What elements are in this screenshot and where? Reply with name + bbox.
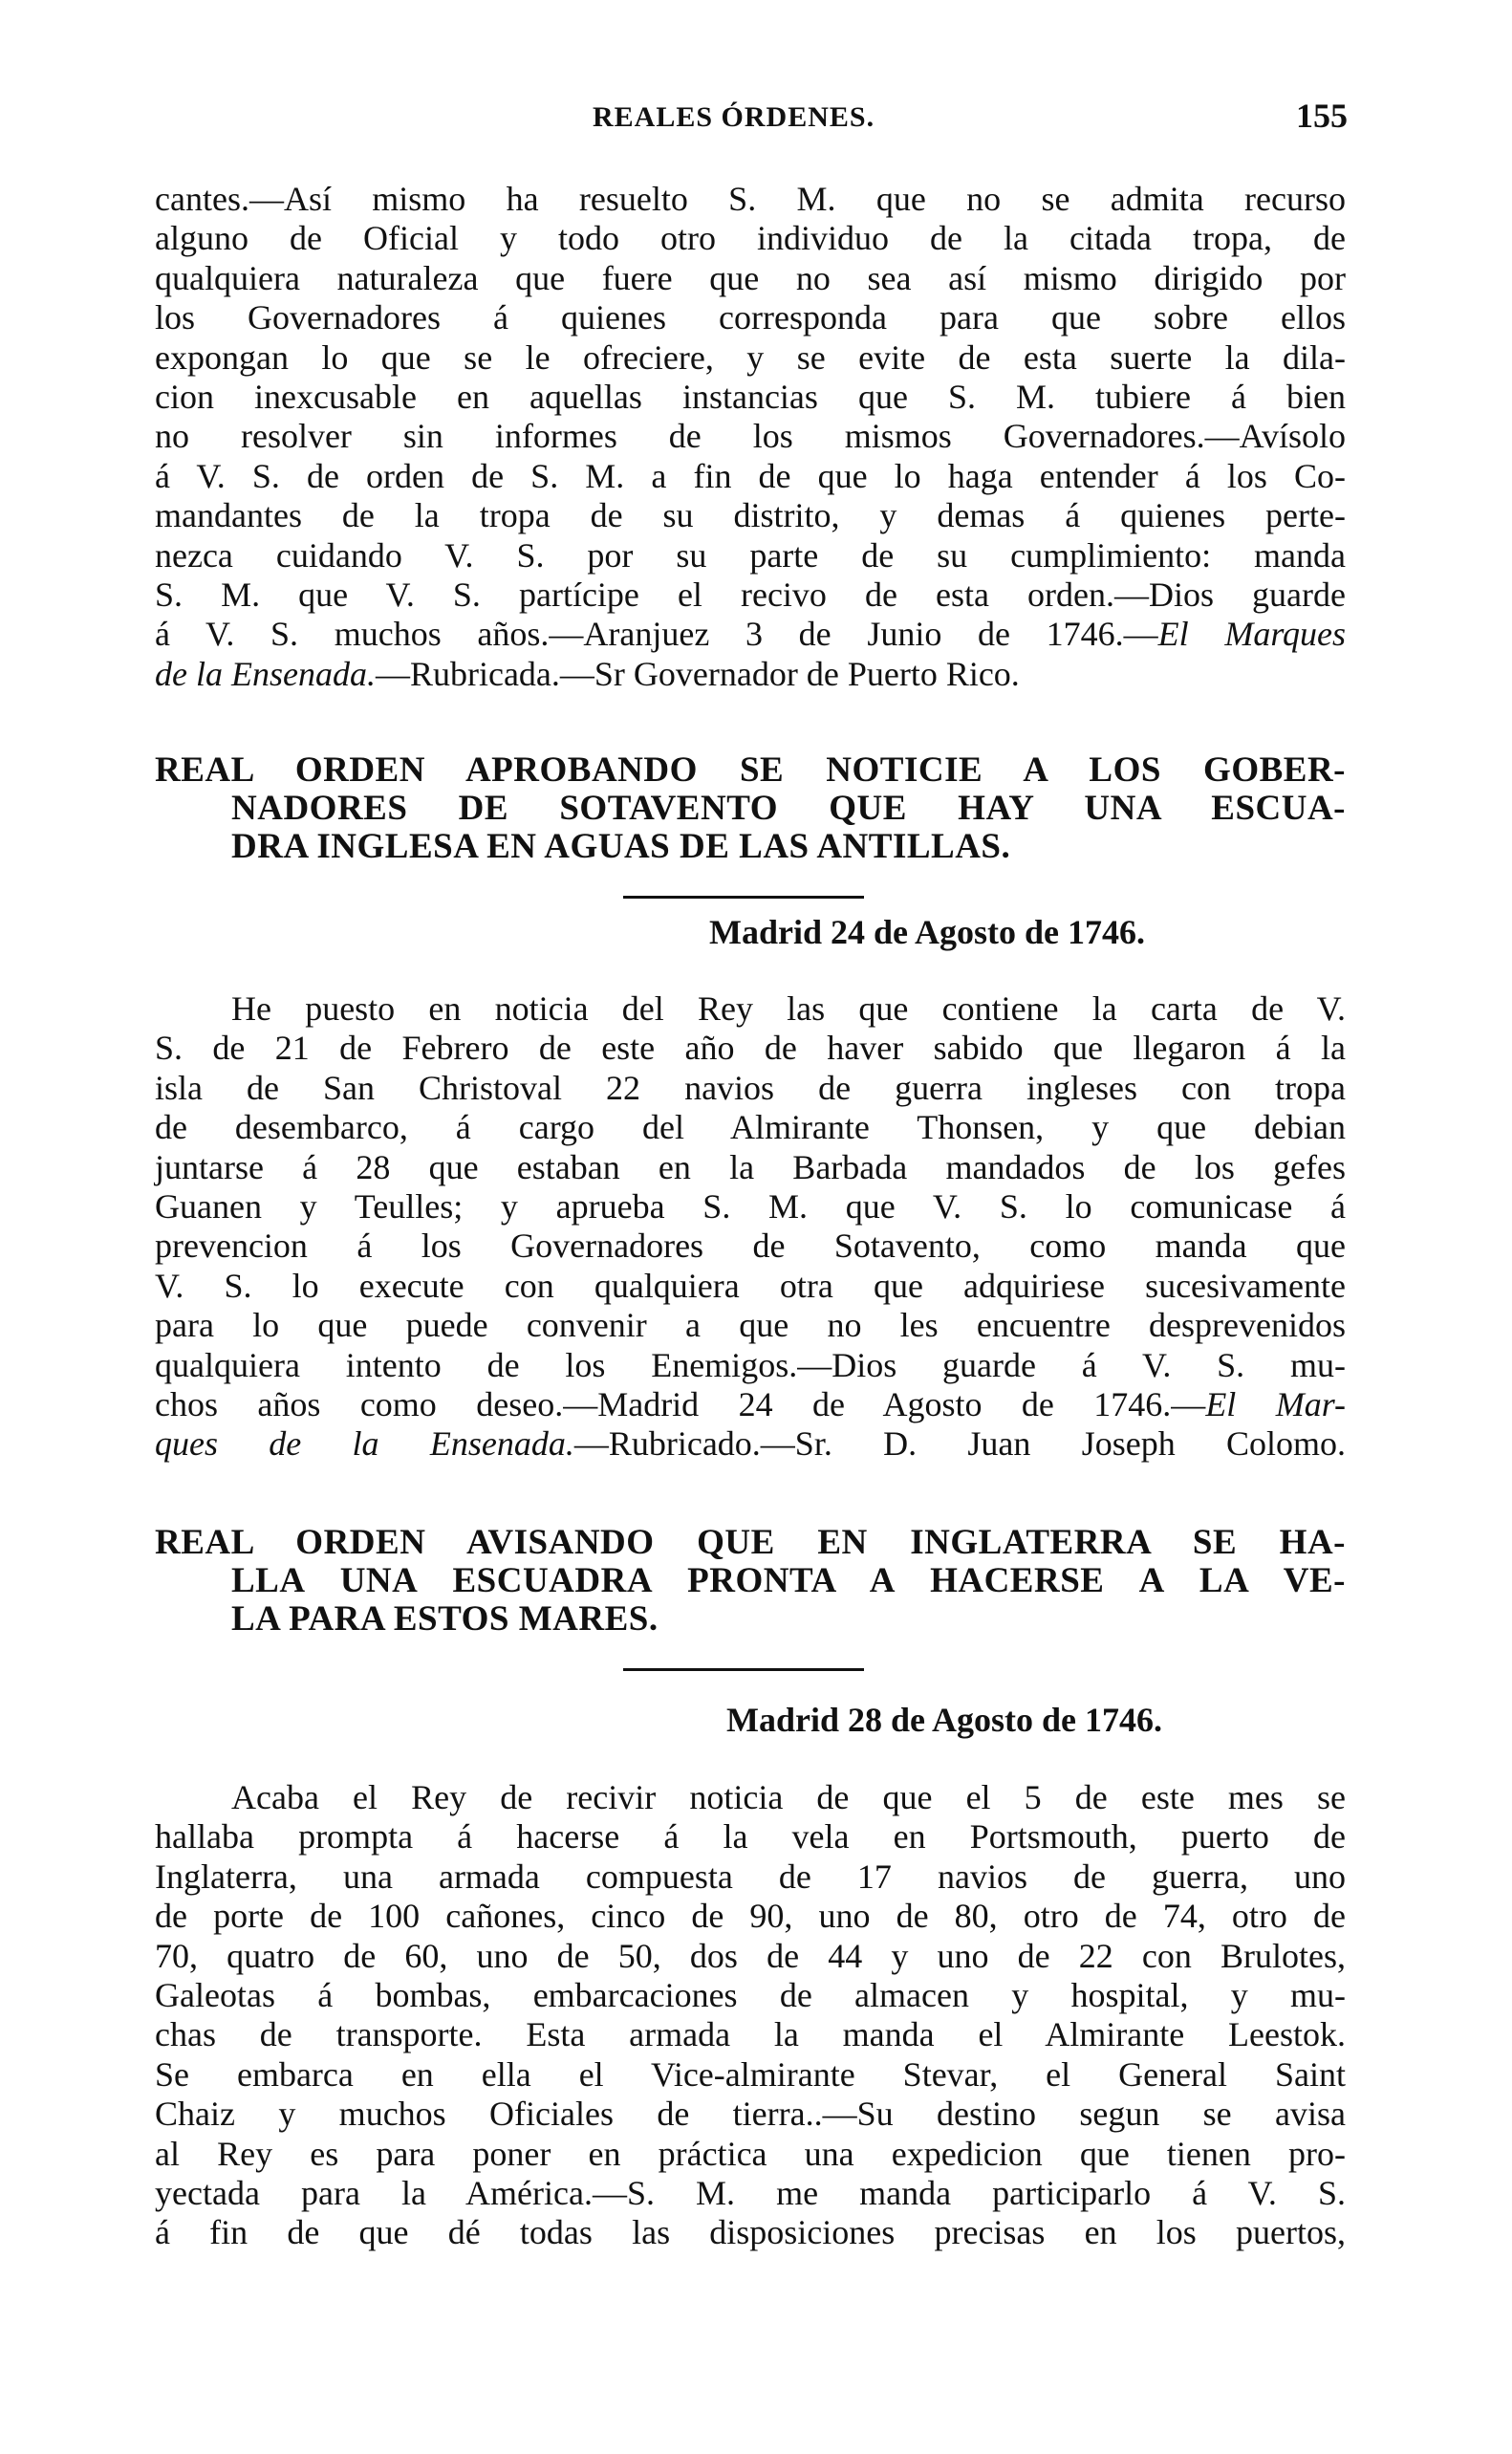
text-line: Galeotas á bombas, embarcaciones de almacen y hospital, y mu- <box>155 1976 1346 2015</box>
page-number: 155 <box>1296 97 1348 135</box>
signature-italic: de la Ensenada. <box>155 654 376 693</box>
text-line: hallaba prompta á hacerse á la vela en Portsmouth, puerto de <box>155 1817 1346 1857</box>
text-line: isla de San Christoval 22 navios de guerra ingleses con tropa <box>155 1068 1346 1107</box>
text-line: expongan lo que se le ofreciere, y se evite de esta suerte la dila- <box>155 337 1346 377</box>
heading-line: REAL ORDEN APROBANDO SE NOTICIE A LOS GOBER- <box>155 750 1346 790</box>
signature-rest: —Rubricada.—Sr Governador de Puerto Rico. <box>375 654 1020 693</box>
continuation-paragraph <box>155 180 1346 694</box>
text-line: yectada para la América.—S. M. me manda participarlo á V. S. <box>155 2174 1346 2213</box>
text-line: 70, quatro de 60, uno de 50, dos de 44 y uno de 22 con Brulotes, <box>155 1936 1346 1975</box>
text-line: los Governadores á quienes corresponda para que sobre ellos <box>155 298 1346 337</box>
text-line: qualquiera naturaleza que fuere que no sea así mismo dirigido por <box>155 258 1346 297</box>
text-line: al Rey es para poner en práctica una expedicion que tienen pro- <box>155 2134 1346 2173</box>
text-line: de porte de 100 cañones, cinco de 90, uno de 80, otro de 74, otro de <box>155 1897 1346 1936</box>
text-line: alguno de Oficial y todo otro individuo de la citada tropa, de <box>155 219 1346 258</box>
section-heading-1 <box>155 751 1346 866</box>
divider-rule <box>623 896 864 899</box>
text-line: cantes.—Así mismo ha resuelto S. M. que no se admita recurso <box>155 180 1346 218</box>
text-line: no resolver sin informes de los mismos Governadores.—Avísolo <box>155 417 1346 456</box>
signature-italic: El Marques <box>1157 615 1346 654</box>
heading-line: REAL ORDEN AVISANDO QUE EN INGLATERRA SE HA- <box>155 1523 1346 1562</box>
heading-line: NADORES DE SOTAVENTO QUE HAY UNA ESCUA- <box>231 789 1346 828</box>
text-line: V. S. lo execute con qualquiera otra que adquiriese sucesivamente <box>155 1266 1346 1305</box>
text-segment: chos años como deseo.—Madrid 24 de Agosto de 1746.— <box>155 1385 1206 1424</box>
text-line-with-signature <box>155 615 1346 654</box>
text-line: cion inexcusable en aquellas instancias que S. M. tubiere á bien <box>155 378 1346 417</box>
text-line: chas de transporte. Esta armada la manda el Almirante Leestok. <box>155 2015 1346 2054</box>
order1-body <box>155 989 1346 1465</box>
text-line: Chaiz y muchos Oficiales de tierra..—Su destino segun se avisa <box>155 2095 1346 2134</box>
text-segment: á V. S. muchos años.—Aranjuez 3 de Junio de 1746.— <box>155 615 1158 654</box>
heading-line: DRA INGLESA EN AGUAS DE LAS ANTILLAS. <box>231 827 1011 866</box>
dateline: Madrid 28 de Agosto de 1746. <box>726 1701 1163 1739</box>
heading-line: LLA UNA ESCUADRA PRONTA A HACERSE A LA VE- <box>231 1561 1346 1600</box>
signature-rest: —Rubricado.—Sr. D. Juan Joseph Colomo. <box>573 1424 1347 1464</box>
text-line: qualquiera intento de los Enemigos.—Dios guarde á V. S. mu- <box>155 1345 1346 1384</box>
text-line: mandantes de la tropa de su distrito, y demas á quienes perte- <box>155 496 1346 535</box>
running-head: REALES ÓRDENES. <box>593 101 875 133</box>
text-line: Guanen y Teulles; y aprueba S. M. que V. S. lo comunicase á <box>155 1187 1346 1227</box>
text-line: S. de 21 de Febrero de este año de haver sabido que llegaron á la <box>155 1029 1346 1068</box>
text-line: para lo que puede convenir a que no les encuentre desprevenidos <box>155 1306 1346 1345</box>
signature-italic: ques de la Ensenada. <box>155 1424 574 1464</box>
page-header <box>593 96 1348 138</box>
text-line: Se embarca en ella el Vice-almirante Stevar, el General Saint <box>155 2054 1346 2094</box>
text-line: S. M. que V. S. partícipe el recivo de esta orden.—Dios guarde <box>155 575 1346 615</box>
signature-italic: El Mar- <box>1205 1385 1346 1424</box>
text-line-with-signature <box>155 1385 1346 1424</box>
divider-rule <box>623 1668 864 1671</box>
heading-line: LA PARA ESTOS MARES. <box>231 1599 659 1639</box>
text-line: prevencion á los Governadores de Sotavento, como manda que <box>155 1227 1346 1266</box>
section-heading-2 <box>155 1524 1346 1639</box>
signature-line <box>155 655 1346 694</box>
dateline: Madrid 24 de Agosto de 1746. <box>709 913 1146 951</box>
text-line: juntarse á 28 que estaban en la Barbada mandados de los gefes <box>155 1147 1346 1186</box>
text-line: Inglaterra, una armada compuesta de 17 navios de guerra, uno <box>155 1857 1346 1896</box>
text-line: á fin de que dé todas las disposiciones precisas en los puertos, <box>155 2213 1346 2252</box>
text-line: Acaba el Rey de recivir noticia de que el 5 de este mes se <box>231 1778 1346 1816</box>
signature-line <box>155 1424 1346 1464</box>
text-line: de desembarco, á cargo del Almirante Thonsen, y que debian <box>155 1108 1346 1147</box>
order2-body <box>155 1778 1346 2253</box>
text-line: á V. S. de orden de S. M. a fin de que lo haga entender á los Co- <box>155 456 1346 495</box>
text-line: He puesto en noticia del Rey las que contiene la carta de V. <box>231 989 1346 1028</box>
text-line: nezca cuidando V. S. por su parte de su cumplimiento: manda <box>155 535 1346 575</box>
